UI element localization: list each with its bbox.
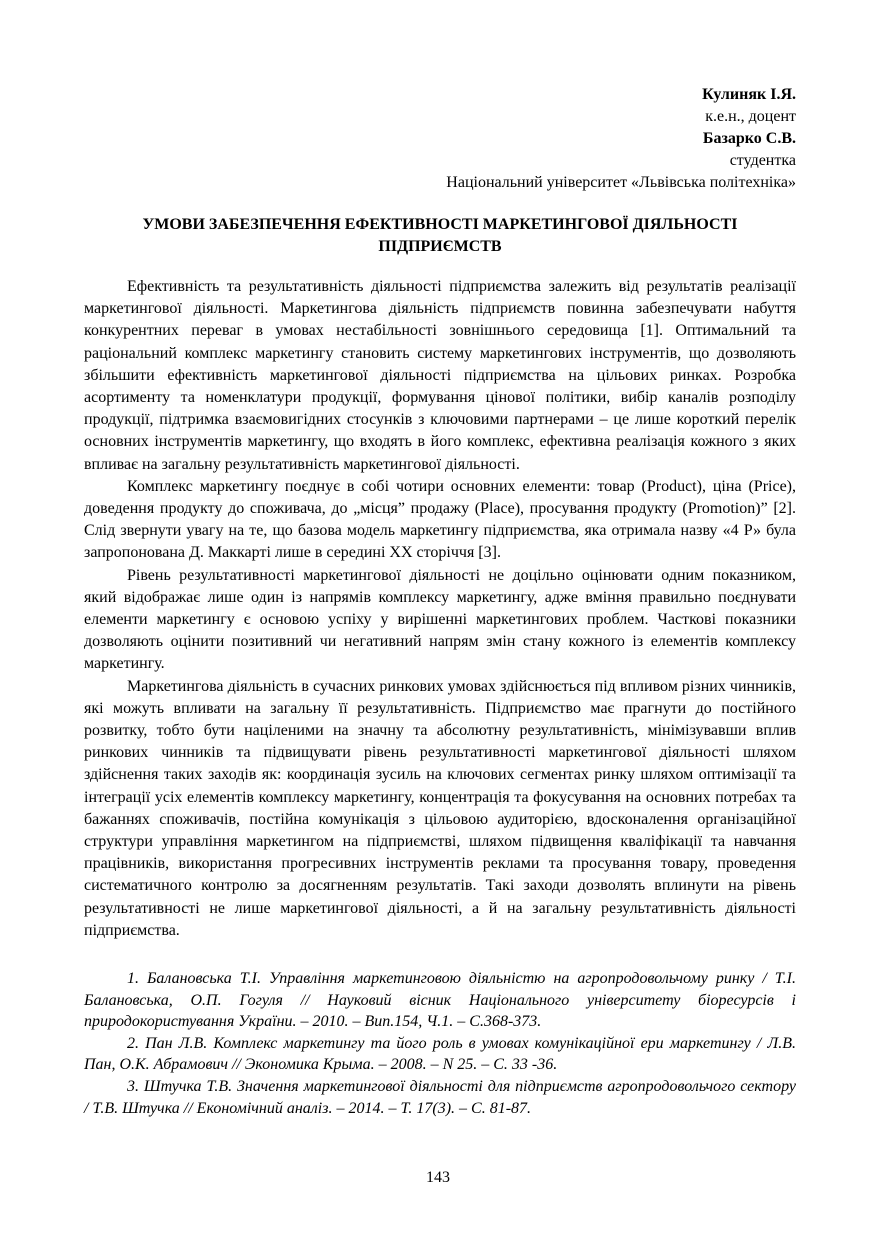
page-number: 143 <box>426 1169 450 1186</box>
body-paragraph: Маркетингова діяльність в сучасних ринкових умовах здійснюється під впливом різних чинників, які можуть впливати на загальну її результативність. Підприємство має прагнути до постійного розвитку, тобто бути націленими на значну та абсолютну результативність, мінімізувавши вплив ринкових чинників та підвищувати рівень результативності маркетингової діяльності шляхом здійснення таких заходів як: координація зусиль на ключових сегментах ринку шляхом оптимізації та інтеграції усіх елементів комплексу маркетингу, концентрація та фокусування на основних потребах та бажаннях споживачів, постійна комунікація з цільовою аудиторією, вдосконалення організаційної структури управління маркетингом на підприємстві, шляхом підвищення кваліфікації та навчання працівників, використання прогресивних інструментів реклами та просування товару, проведення систематичного контролю за досягненням результатів. Такі заходи дозволять вплинути на рівень результативності не лише маркетингової діяльності, а й на загальну результативність діяльності підприємства. <box>84 677 796 939</box>
body-paragraph: Ефективність та результативність діяльності підприємства залежить від результатів реалізації маркетингової діяльності. Маркетингова діяльність підприємств повинна забезпечувати набуття конкурентних переваг в умовах нестабільності зовнішнього середовища [1]. Оптимальний та раціональний комплекс маркетингу становить систему маркетингових інструментів, що дозволяють збільшити ефективність маркетингової діяльності підприємства на цільових ринках. Розробка асортименту та номенклатури продукції, формування цінової політики, вибір каналів розподілу продукції, підтримка взаємовигідних стосунків з ключовими партнерами – це лише короткий перелік основних інструментів маркетингу, що входять в його комплекс, ефективна реалізація кожного з яких впливає на загальну результативність маркетингової діяльності. <box>84 278 796 473</box>
reference-item: 3. Штучка Т.В. Значення маркетингової діяльності для підприємств агропродовольчого сектору / Т.В. Штучка // Економічний аналіз. – 2014. – Т. 17(3). – С. 81-87. <box>84 1078 796 1117</box>
reference-list <box>84 968 796 1119</box>
author-position: к.е.н., доцент <box>705 108 796 125</box>
body-paragraph: Рівень результативності маркетингової діяльності не доцільно оцінювати одним показником, який відображає лише один із напрямів комплексу маркетингу, адже вміння правильно поєднувати елементи маркетингу є основою успіху у вирішенні маркетингових проблем. Часткові показники дозволяють оцінити позитивний чи негативний напрям змін стану кожного із елементів комплексу маркетингу. <box>84 566 796 673</box>
page <box>84 84 796 1119</box>
reference-item: 1. Балановська Т.І. Управління маркетинговою діяльністю на агропродовольчому ринку / Т.І. Балановська, О.П. Гогуля // Науковий вісник Національного університету біоресурсів і природокористування України. – 2010. – Вип.154, Ч.1. – С.368-373. <box>84 970 796 1031</box>
author-name: Кулиняк І.Я. <box>702 86 796 103</box>
article-body <box>84 276 796 942</box>
body-paragraph: Комплекс маркетингу поєднує в собі чотири основних елементи: товар (Product), ціна (Price), доведення продукту до споживача, до „місця” продажу (Place), просування продукту (Promotion)” [2]. Слід звернути увагу на те, що базова модель маркетингу підприємства, яка отримала назву «4 Р» була запропонована Д. Маккарті лише в середині ХХ сторіччя [3]. <box>84 477 796 562</box>
author-block <box>84 84 796 194</box>
reference-item: 2. Пан Л.В. Комплекс маркетингу та його роль в умовах комунікаційної ери маркетингу / Л.В. Пан, О.К. Абрамович // Экономика Крыма. – 2008. – N 25. – С. 33 -36. <box>84 1034 796 1074</box>
author-name: Базарко С.В. <box>702 130 796 147</box>
article-title: УМОВИ ЗАБЕЗПЕЧЕННЯ ЕФЕКТИВНОСТІ МАРКЕТИНГОВОЇ ДІЯЛЬНОСТІ ПІДПРИЄМСТВ <box>142 216 738 255</box>
affiliation: Національний університет «Львівська політехніка» <box>446 174 796 191</box>
author-position: студентка <box>729 152 796 169</box>
